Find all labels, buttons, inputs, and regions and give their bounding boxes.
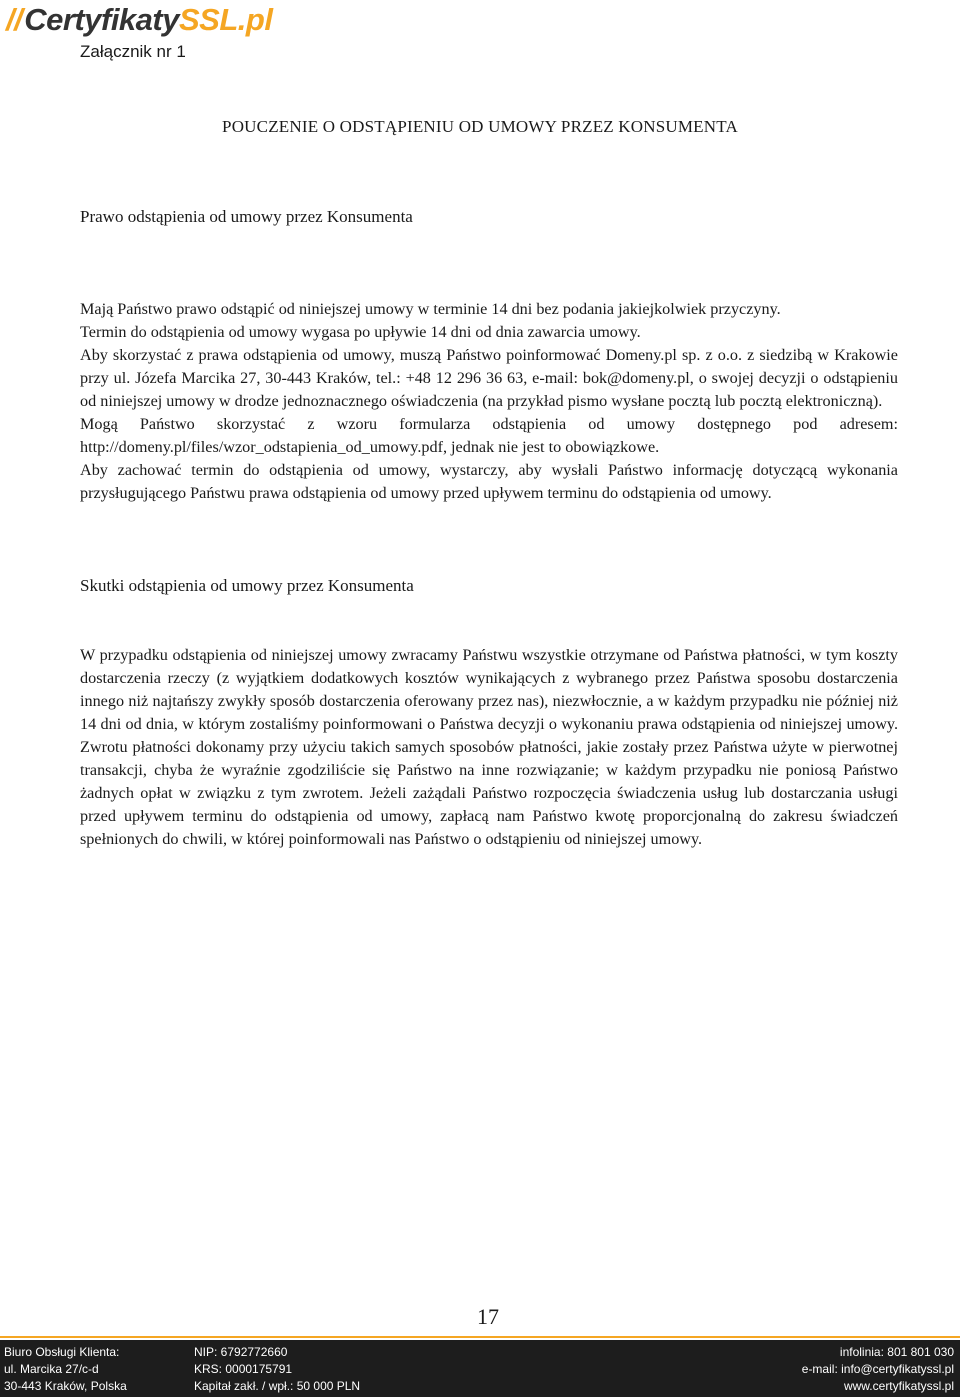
footer-line: Kapitał zakł. / wpł.: 50 000 PLN: [194, 1379, 361, 1393]
paragraph: W przypadku odstąpienia od niniejszej umowy zwracamy Państwu wszystkie otrzymane od Państwa płatności, w tym koszty dostarczenia rzeczy (z wyjątkiem dodatkowych kosztów wynikających z wybranego przez Państwa sposobu dostarczenia innego niż najtańszy zwykły sposób dostarczenia oferowany przez nas), niezwłocznie, a w każdym przypadku nie później niż 14 dni od dnia, w którym zostaliśmy poinformowani o Państwa decyzji o wykonaniu prawa odstąpienia od niniejszej umowy. Zwrotu płatności dokonamy przy użyciu takich samych sposobów płatności, jakie zostały przez Państwa użyte w pierwotnej transakcji, chyba że wyraźnie zgodziliście się Państwo na inne rozwiązanie; w każdym przypadku nie poniosą Państwo żadnych opłat w związku z tym zwrotem. Jeżeli zażądali Państwo rozpoczęcia świadczenia usług lub dostarczania usługi przed upływem terminu do odstąpienia od umowy, zapłacą nam Państwo kwotę proporcjonalną do zakresu świadczeń spełnionych do chwili, w której poinformowali nas Państwo o odstąpieniu od niniejszej umowy.: [80, 646, 898, 848]
section-heading-right-to-withdraw: Prawo odstąpienia od umowy przez Konsumenta: [80, 207, 413, 226]
section-heading-effects-of-withdrawal: Skutki odstąpienia od umowy przez Konsumenta: [80, 576, 414, 595]
document-title: POUCZENIE O ODSTĄPIENIU OD UMOWY PRZEZ KONSUMENTA: [222, 117, 738, 136]
footer-line: KRS: 0000175791: [194, 1362, 293, 1376]
section-body-right-to-withdraw: [80, 298, 898, 505]
footer-line: ul. Marcika 27/c-d: [4, 1362, 99, 1376]
attachment-label: Załącznik nr 1: [80, 42, 186, 61]
footer-line: Biuro Obsługi Klienta:: [4, 1345, 120, 1359]
page-number: 17: [477, 1304, 499, 1329]
paragraph: Mogą Państwo skorzystać z wzoru formularza odstąpienia od umowy dostępnego pod adresem: http://domeny.pl/files/wzor_odstapienia_od_umowy.pdf, jednak nie jest to obowiązkowe.: [80, 415, 898, 456]
footer-website: www.certyfikatyssl.pl: [843, 1379, 954, 1393]
paragraph: Termin do odstąpienia od umowy wygasa po upływie 14 dni od dnia zawarcia umowy.: [80, 323, 641, 341]
paragraph: Aby zachować termin do odstąpienia od umowy, wystarczy, aby wysłali Państwo informację dotyczącą wykonania przysługującego Państwu prawa odstąpienia od umowy przed upływem terminu do odstąpienia od umowy.: [80, 461, 898, 502]
footer-company-registration: [194, 1344, 360, 1395]
footer-line: NIP: 6792772660: [194, 1345, 288, 1359]
logo-text-accent: SSL.pl: [178, 2, 273, 37]
footer-email: e-mail: info@certyfikatyssl.pl: [801, 1362, 954, 1376]
paragraph: Aby skorzystać z prawa odstąpienia od umowy, muszą Państwo poinformować Domeny.pl sp. z o.o. z siedzibą w Krakowie przy ul. Józefa Marcika 27, 30-443 Kraków, tel.: +48 12 296 36 63, e-mail: bok@domeny.pl, o swojej decyzji o odstąpieniu od niniejszej umowy w drodze jednoznacznego oświadczenia (na przykład pismo wysłane pocztą lub pocztą elektroniczną).: [80, 346, 898, 410]
logo-text-primary: Certyfikaty: [24, 2, 179, 37]
footer-contact-block: [802, 1344, 954, 1395]
logo-slash-mark: //: [6, 2, 23, 37]
footer-address-block: [4, 1344, 127, 1395]
footer-hotline: infolinia: 801 801 030: [839, 1345, 954, 1359]
footer-line: 30-443 Kraków, Polska: [4, 1379, 127, 1393]
page-footer: [0, 1340, 960, 1397]
company-logo: [6, 2, 272, 38]
footer-divider: [0, 1336, 960, 1338]
paragraph: Mają Państwo prawo odstąpić od niniejszej umowy w terminie 14 dni bez podania jakiejkolwiek przyczyny.: [80, 300, 781, 318]
section-body-effects-of-withdrawal: [80, 644, 898, 851]
